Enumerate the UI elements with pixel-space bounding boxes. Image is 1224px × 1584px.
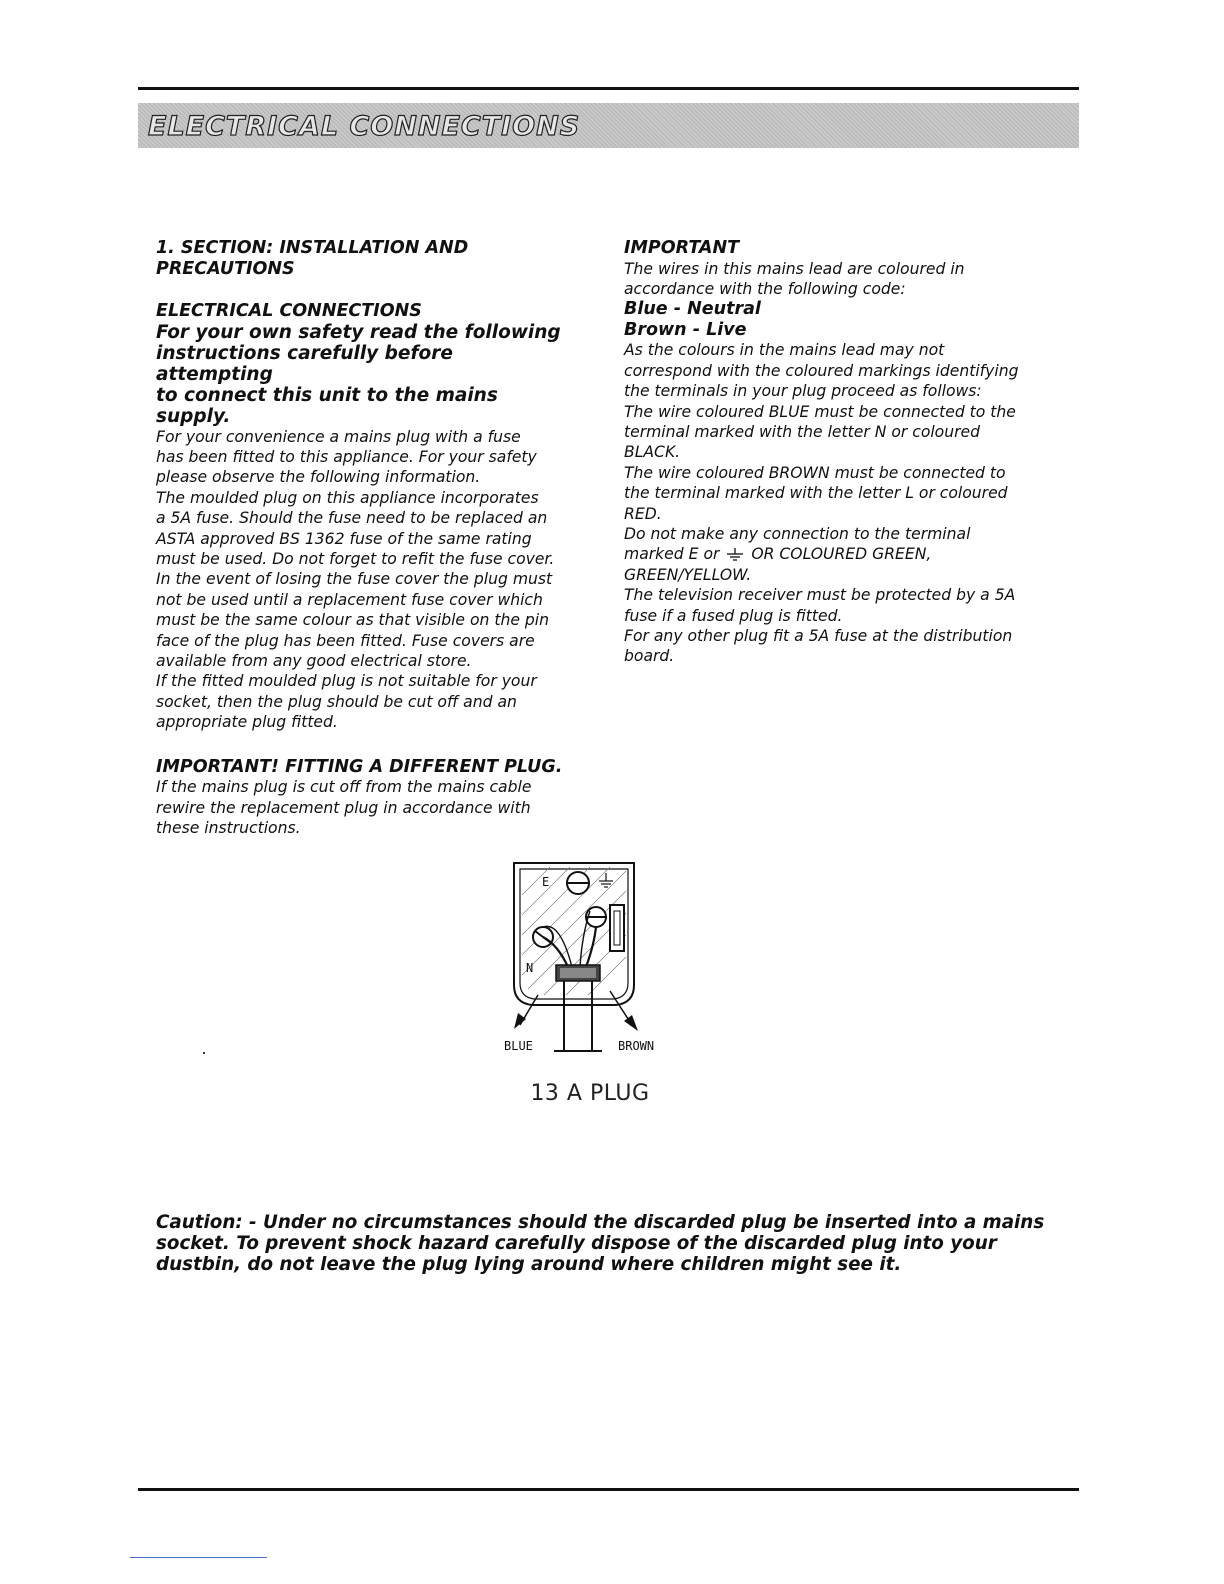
- safety-notice-line: instructions carefully before attempting: [156, 342, 453, 385]
- body-line: the terminal marked with the letter L or coloured: [624, 484, 1008, 503]
- body-line: RED.: [624, 504, 662, 523]
- blue-wire-label: BLUE: [504, 1039, 533, 1053]
- earth-terminal-line: [624, 544, 1054, 564]
- section-heading-line1: 1. SECTION: INSTALLATION AND: [156, 238, 469, 258]
- body-line: must be used. Do not forget to refit the fuse cover.: [156, 549, 555, 568]
- body-line: not be used until a replacement fuse cover which: [156, 590, 543, 609]
- top-rule: [138, 87, 1079, 90]
- body-line: As the colours in the mains lead may not: [624, 341, 945, 360]
- body-line: fuse if a fused plug is fitted.: [624, 606, 843, 625]
- body-line: The wires in this mains lead are coloured in: [624, 259, 965, 278]
- left-column: [156, 238, 576, 838]
- body-line: has been fitted to this appliance. For your safety: [156, 447, 537, 466]
- banner-title: ELECTRICAL CONNECTIONS: [148, 111, 581, 142]
- right-column: [624, 238, 1054, 667]
- caution-line: socket. To prevent shock hazard carefully dispose of the discarded plug into your: [156, 1232, 997, 1254]
- earth-line-text-a: marked E or: [624, 545, 720, 564]
- caution-line: dustbin, do not leave the plug lying around where children might see it.: [156, 1253, 902, 1275]
- body-line: available from any good electrical store.: [156, 651, 472, 670]
- electrical-connections-subheading: ELECTRICAL CONNECTIONS: [156, 301, 422, 321]
- body-line: board.: [624, 647, 675, 666]
- different-plug-heading: IMPORTANT! FITTING A DIFFERENT PLUG.: [156, 756, 563, 777]
- body-line: appropriate plug fitted.: [156, 713, 338, 732]
- body-line: rewire the replacement plug in accordance with: [156, 798, 531, 817]
- body-line: the terminals in your plug proceed as follows:: [624, 382, 982, 401]
- body-line: face of the plug has been fitted. Fuse covers are: [156, 631, 535, 650]
- body-line: GREEN/YELLOW.: [624, 565, 752, 584]
- body-line: these instructions.: [156, 818, 301, 837]
- footer-link-rule: [130, 1557, 267, 1558]
- body-line: For your convenience a mains plug with a fuse: [156, 427, 521, 446]
- earth-terminal-label: E: [542, 875, 550, 889]
- body-line: In the event of losing the fuse cover the plug must: [156, 570, 553, 589]
- body-line: ASTA approved BS 1362 fuse of the same rating: [156, 529, 532, 548]
- colour-code-blue: Blue - Neutral: [624, 299, 761, 320]
- body-line: The television receiver must be protected by a 5A: [624, 586, 1016, 605]
- body-line: The moulded plug on this appliance incorporates: [156, 488, 539, 507]
- body-line: socket, then the plug should be cut off and an: [156, 692, 517, 711]
- stray-mark: [203, 1052, 205, 1054]
- body-line: please observe the following information.: [156, 468, 481, 487]
- body-line: Do not make any connection to the terminal: [624, 524, 971, 543]
- bottom-rule: [138, 1488, 1079, 1491]
- figure-caption: 13 A PLUG: [530, 1081, 650, 1106]
- colour-code-brown: Brown - Live: [624, 319, 747, 340]
- earth-line-text-b: OR COLOURED GREEN,: [751, 545, 932, 564]
- safety-notice-line: to connect this unit to the mains supply.: [156, 384, 498, 427]
- plug-diagram-icon: [498, 855, 678, 1065]
- plug-wiring-diagram: [498, 855, 678, 1065]
- body-line: a 5A fuse. Should the fuse need to be replaced an: [156, 509, 548, 528]
- body-line: The wire coloured BLUE must be connected to the: [624, 402, 1016, 421]
- section-banner: [138, 103, 1079, 148]
- body-line: terminal marked with the letter N or coloured: [624, 422, 981, 441]
- body-line: For any other plug fit a 5A fuse at the distribution: [624, 627, 1013, 645]
- body-line: BLACK.: [624, 443, 681, 462]
- brown-wire-label: BROWN: [618, 1039, 655, 1053]
- body-line: must be the same colour as that visible on the pin: [156, 611, 550, 630]
- body-line: correspond with the coloured markings identifying: [624, 361, 1019, 380]
- caution-notice: [156, 1213, 1056, 1275]
- important-heading: IMPORTANT: [624, 238, 740, 258]
- body-line: If the mains plug is cut off from the mains cable: [156, 778, 532, 797]
- safety-notice-line: For your own safety read the following: [156, 321, 561, 343]
- body-line: The wire coloured BROWN must be connected to: [624, 463, 1006, 482]
- caution-line: Caution: - Under no circumstances should the discarded plug be inserted into a mains: [156, 1212, 1045, 1233]
- section-heading-line2: PRECAUTIONS: [156, 258, 295, 279]
- earth-symbol-icon: [724, 548, 746, 562]
- body-line: accordance with the following code:: [624, 279, 906, 298]
- neutral-terminal-label: N: [526, 961, 534, 975]
- body-line: If the fitted moulded plug is not suitable for your: [156, 672, 537, 691]
